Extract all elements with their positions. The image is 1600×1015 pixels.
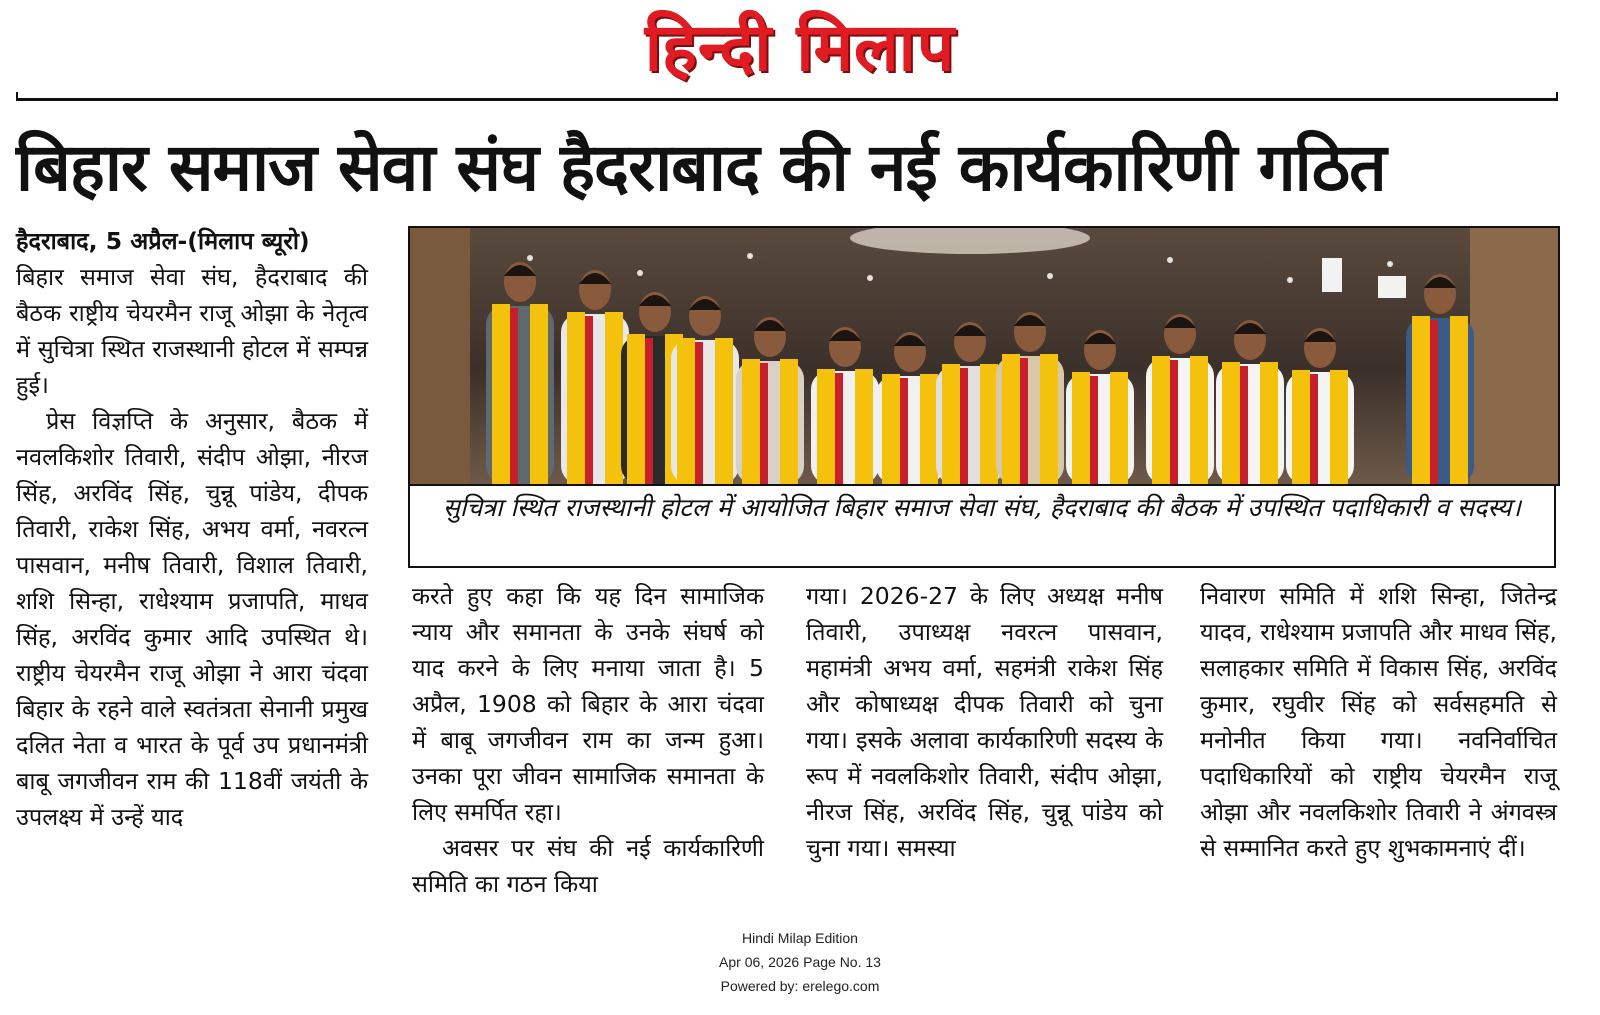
footer-powered-by[interactable] (0, 978, 1600, 994)
footer-date-page: Apr 06, 2026 Page No. 13 (719, 954, 881, 970)
article-column-1 (16, 223, 368, 835)
headline: बिहार समाज सेवा संघ हैदराबाद की नई कार्यकारिणी गठित (16, 129, 1386, 206)
dateline: हैदराबाद, 5 अप्रैल-(मिलाप ब्यूरो) (16, 227, 310, 255)
masthead-rule (16, 98, 1558, 101)
masthead (0, 2, 1600, 92)
article-paragraph: निवारण समिति में शशि सिन्हा, जितेन्द्र यादव, राधेश्याम प्रजापति और माधव सिंह, सलाहकार समिति में विकास सिंह, अरविंद कुमार, रघुवीर सिंह को सर्वसहमति से मनोनीत किया गया। नवनिर्वाचित पदाधिकारियों को राष्ट्रीय चेयरमैन राजू ओझा और नवलकिशोर तिवारी ने अंगवस्त्र से सम्मानित करते हुए शुभकामनाएं दीं। (1200, 582, 1557, 862)
article-paragraph: प्रेस विज्ञप्ति के अनुसार, बैठक में नवलकिशोर तिवारी, संदीप ओझा, नीरज सिंह, अरविंद सिंह, चुन्नू पांडेय, दीपक तिवारी, राकेश सिंह, अभय वर्मा, नवरत्न पासवान, मनीष तिवारी, विशाल तिवारी, शशि सिन्हा, राधेश्याम प्रजापति, माधव सिंह, अरविंद कुमार आदि उपस्थित थे। राष्ट्रीय चेयरमैन राजू ओझा ने आरा चंदवा बिहार के रहने वाले स्वतंत्रता सेनानी प्रमुख दलित नेता व भारत के पूर्व उप प्रधानमंत्री बाबू जगजीवन राम की 118वीं जयंती के उपलक्ष्य में उन्हें याद (16, 407, 368, 831)
masthead-title: हिन्दी मिलाप (644, 8, 956, 86)
footer-edition: Hindi Milap Edition (742, 930, 858, 946)
article-paragraph: बिहार समाज सेवा संघ, हैदराबाद की बैठक राष्ट्रीय चेयरमैन राजू ओझा के नेतृत्व में सुचित्रा स्थित राजस्थानी होटल में सम्पन्न हुई। (16, 263, 368, 399)
group-photo (408, 226, 1560, 486)
group-photo-illustration (410, 228, 1558, 484)
photo-caption-text: सुचित्रा स्थित राजस्थानी होटल में आयोजित बिहार समाज सेवा संघ, हैदराबाद की बैठक में उपस्थित पदाधिकारी व सदस्य। (442, 493, 1522, 522)
photo-caption (408, 484, 1556, 568)
article-column-3 (806, 578, 1163, 866)
article-paragraph: गया। 2026-27 के लिए अध्यक्ष मनीष तिवारी, उपाध्यक्ष नवरत्न पासवान, महामंत्री अभय वर्मा, सहमंत्री राकेश सिंह और कोषाध्यक्ष दीपक तिवारी को चुना गया। इसके अलावा कार्यकारिणी सदस्य के रूप में नवलकिशोर तिवारी, संदीप ओझा, नीरज सिंह, अरविंद सिंह, चुन्नू पांडेय को चुना गया। समस्या (806, 582, 1163, 862)
article-column-2 (412, 578, 764, 902)
article-paragraph: करते हुए कहा कि यह दिन सामाजिक न्याय और समानता के उनके संघर्ष को याद करने के लिए मनाया जाता है। 5 अप्रैल, 1908 को बिहार के आरा चंदवा में बाबू जगजीवन राम का जन्म हुआ। उनका पूरा जीवन सामाजिक समानता के लिए समर्पित रहा। (412, 582, 764, 826)
article-paragraph: अवसर पर संघ की नई कार्यकारिणी समिति का गठन किया (412, 834, 764, 898)
powered-by-link[interactable]: Powered by: erelego.com (720, 978, 880, 994)
article-column-4 (1200, 578, 1557, 866)
